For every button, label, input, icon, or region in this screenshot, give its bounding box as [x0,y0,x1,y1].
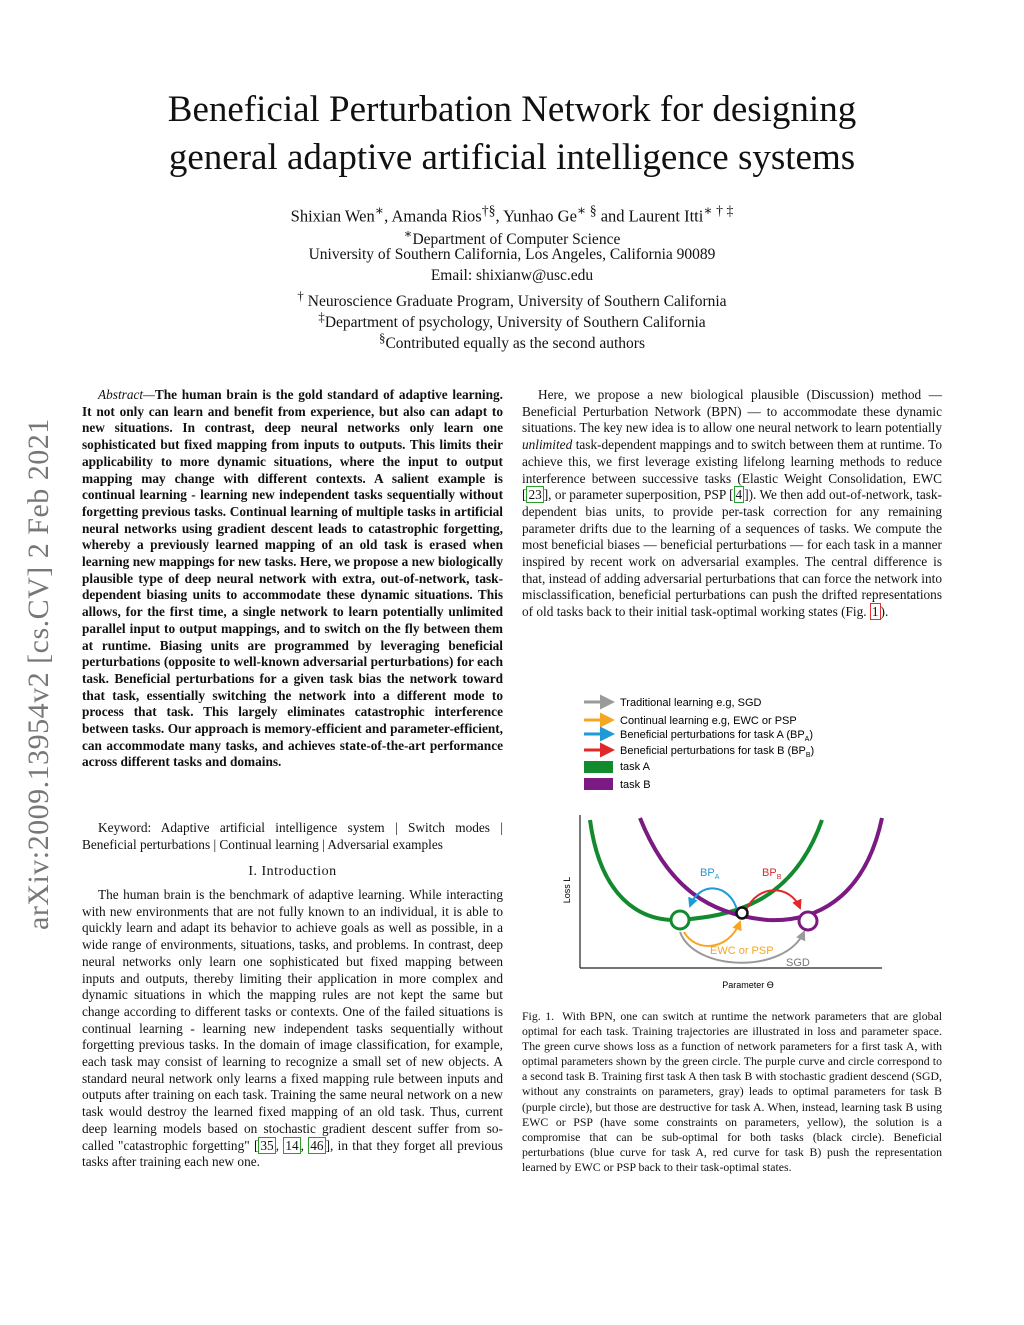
right-text-5: ). [880,604,889,620]
author-4-marks: ∗ † ‡ [703,203,734,218]
author-1-marks: ∗ [374,203,385,218]
author-2: Amanda Rios [391,206,482,226]
y-axis-label: Loss L [562,876,572,904]
legend-bpa-text: Beneficial perturbations for task A (BP [620,729,805,741]
right-text-1: Here, we propose a new biological plausible (Discussion) method — Beneficial Perturbation Network (BPN) — to accommodate these dynamic situations. The key new idea is to allow one neural network to learn potentially [522,387,942,436]
abstract [82,387,503,771]
sgd-label: SGD [786,957,810,969]
legend-bpa-tail: ) [809,729,813,741]
affiliation-univ: University of Southern California, Los Angeles, California 90089 [308,246,716,263]
legend-label-sgd: Traditional learning e.g, SGD [620,697,762,709]
legend-swatch-task-a [584,761,613,773]
citation-link-psp[interactable]: 4 [735,487,743,503]
emphasis-unlimited: unlimited [522,437,573,453]
contribution-note [0,328,1024,355]
caption-label: Fig. 1. [522,1009,555,1023]
neuro-text: Neuroscience Graduate Program, University of Southern California [307,293,727,311]
bpb-label [762,867,782,881]
right-text-4: ]). We then add out-of-network, task-dependent bias units, to provide per-task correction for any remaining parameter drifts due to the learning of a sequences of tasks. We compute the most beneficial biases — beneficial perturbations — for each task in a manner inspired by recent work on adversarial examples. The central difference is that, instead of adding adversarial perturbations that can force the network into misclassification, beneficial perturbations can push the drifted representations of old tasks back to their initial task-optimal working states (Fig. [522,487,942,620]
right-text-2: task-dependent mappings and to switch between them at runtime. To achieve this, we first leverage existing lifelong learning methods to reduce interference between successive tasks (Elastic Weight Consolidation, EWC [ [522,437,942,503]
keywords [82,820,503,853]
legend-swatch-task-b [584,778,613,790]
abstract-label: Abstract— [98,387,155,402]
bpa-label [700,867,720,881]
legend-label-task-a: task A [620,761,650,773]
bpa-sub: A [714,874,720,881]
legend-bpb-text: Beneficial perturbations for task B (BP [620,745,806,757]
psych-text: Department of psychology, University of Southern California [324,314,706,332]
caption-text: With BPN, one can switch at runtime the network parameters that are global optimal for each task. Training trajectories are illustrated in loss and parameter space. The green curve shows loss as a function of network parameters for a first task A, with optimal parameters shown by the green circle. The purple curve and circle correspond to a second task B. Training first task A then task B with stochastic gradient descend (SGD, without any constraints on parameters, gray) leads to optimal parameters for task B (purple circle), but those are destructive for task A. When, instead, learning task B using EWC or PSP (have some constraints on parameters, yellow), the solution is a compromise that can be sub-optimal for both tasks (black circle). Beneficial perturbations (blue curve for task A, red curve for task B) push the representation learned by EWC or PSP back to their task-optimal states. [522,1009,943,1174]
right-column-paragraph [522,387,942,621]
dept-text: Department of Computer Science [412,231,621,249]
contrib-mark: § [378,330,386,345]
author-3: Yunhao Ge [503,206,577,226]
task-a-optimum-marker [671,911,689,929]
intro-text-b: ], in that they forget all previous tasks after training each new one. [82,1137,503,1170]
legend-label-bpb [620,745,814,759]
legend-label-task-b: task B [620,779,651,791]
figure-caption [522,1009,942,1175]
abstract-text: The human brain is the gold standard of adaptive learning. It not only can learn and benefit from experience, but also can adapt to new situations. In contrast, deep neural networks only learn one sophisticated but fixed mapping from inputs to outputs. This limits their applicability to more dynamic situations, where the input to output mapping may change with different contexts. A salient example is continual learning - learning new independent tasks sequentially without forgetting previous tasks. Continual learning of multiple tasks in artificial neural networks using gradient descent leads to catastrophic forgetting, whereby a previously learned mapping of an old task is erased when learning new mappings for new tasks. Here, we propose a new biologically plausible type of deep neural network with extra, out-of-network, task-dependent biasing units to accommodate these dynamic situations. This allows, for the first time, a single network to learn potentially unlimited parallel input to output mappings, and to switch on the fly between them at runtime. Biasing units are programmed by leveraging beneficial perturbations (opposite to well-known adversarial perturbations) for each task. Beneficial perturbations for a given task bias the network toward that task, essentially switching the network into a different mode to process that task. This largely eliminates catastrophic interference between tasks. Our approach is memory-efficient and parameter-efficient, can accommodate many tasks, and achieves state-of-the-art performance across different tasks and domains. [82,387,503,770]
legend-bpb-sub: B [805,752,811,759]
task-b-loss-curve [640,818,882,920]
author-email: Email: shixianw@usc.edu [430,267,594,284]
legend-bpb-tail: ) [810,745,815,757]
ewc-label: EWC or PSP [710,945,774,957]
x-axis-label: Parameter ϴ [722,980,774,990]
citation-link[interactable]: 46 [310,1137,324,1153]
arxiv-identifier: arXiv:2009.13954v2 [cs.CV] 2 Feb 2021 [22,418,55,930]
author-2-marks: †§ [481,203,496,218]
compromise-solution-marker [737,908,748,919]
legend-label-bpa [620,729,813,743]
title-line-1: Beneficial Perturbation Network for designing [167,89,857,130]
legend-label-ewc: Continual learning e.g, EWC or PSP [620,715,797,727]
section-heading: I. Introduction [248,864,337,879]
right-text-3: ], or parameter superposition, PSP [ [543,487,734,503]
introduction-text: The human brain is the benchmark of adaptive learning. While interacting with new environments that are not fully known to an individual, it is able to quickly learn and adapt its behavior to achieve goals as well as possible, in a wide range of environments, situations, tasks, and problems. In contrast, deep neural networks only learn one sophisticated but fixed mapping between inputs and outputs, thereby limiting their application in more complex and dynamic situations in which the mapping rules are not kept the same but change according to different tasks or contexts. One of the failed situations is continual learning - learning new independent tasks sequentially without forgetting previous tasks. In the domain of image classification, for example, each task may consist of learning to recognize a small set of new objects. A standard neural network only learns a fixed mapping rule between inputs and outputs after training on each task. Training the same neural network on a new task would destroy the learned fixed mapping of an old task. Thus, current deep learning models based on stochastic gradient descent suffer from so-called "catastrophic forgetting" [ 35 , 14 , 46 ], in that they forget all previous tasks after training each new one. [82,887,503,1170]
citation-link-ewc[interactable]: 23 [528,487,542,503]
ewc-trajectory-arrow [684,922,740,946]
author-1: Shixian Wen [290,206,375,226]
author-list: Shixian Wen∗, Amanda Rios†§, Yunhao Ge∗ § and Laurent Itti∗ † ‡ [290,203,734,226]
paper-title [0,86,1024,182]
figure-link[interactable]: 1 [871,604,879,620]
citation-link[interactable]: 14 [285,1137,299,1153]
bpb-text: BP [762,867,777,879]
legend-bpa-sub: A [804,736,810,743]
citation-link[interactable]: 35 [260,1137,274,1153]
psych-mark: ‡ [318,309,325,324]
figure-1 [560,690,890,995]
bpb-sub: B [776,874,782,881]
author-4: and Laurent Itti [600,206,704,226]
contrib-text: Contributed equally as the second authors [385,335,646,353]
neuro-mark: † [297,288,304,303]
figure-legend [584,697,814,791]
title-line-2: general adaptive artificial intelligence systems [168,137,856,178]
dept-mark: ∗ [403,226,413,241]
author-3-marks: ∗ § [576,203,597,218]
intro-text-a: The human brain is the benchmark of adaptive learning. While interacting with new environments that are not fully known to an individual, it is able to quickly learn and adapt its behavior to achieve goals as well as possible, in a wide range of environments, situations, tasks, and problems. In contrast, deep neural networks only learn one sophisticated but fixed mapping between inputs and outputs, thereby limiting their application in more complex and dynamic situations in which the mapping rules are not kept the same but change according to different tasks or contexts. One of the failed situations is continual learning - learning new independent tasks sequentially without forgetting previous tasks. In the domain of image classification, for example, each task may consist of learning to recognize a small set of new objects. A standard neural network only learns a fixed mapping rule between inputs and outputs after training on each task. Training the same neural network on a new task would destroy the learned fixed mapping of an old task. Thus, current deep learning models based on stochastic gradient descent suffer from so-called "catastrophic forgetting" [ [82,887,503,1153]
task-b-optimum-marker [799,912,817,930]
bpa-text: BP [700,867,715,879]
keywords-text: Keyword: Adaptive artificial intelligence system | Switch modes | Beneficial perturbations | Continual learning | Adversarial examples [82,820,503,852]
